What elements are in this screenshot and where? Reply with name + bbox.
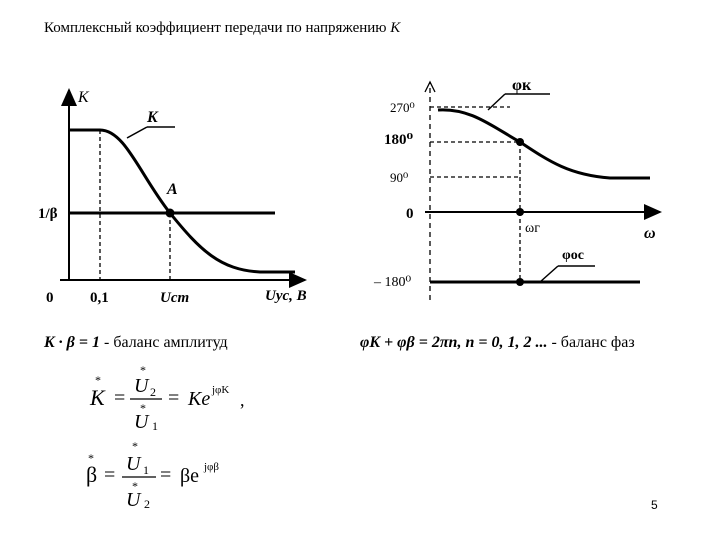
phase-curve xyxy=(438,110,650,178)
b-num: U xyxy=(126,453,141,475)
feedback-level-label: 1/β xyxy=(38,206,58,222)
x-point-label: Uст xyxy=(160,290,190,306)
k-den: U xyxy=(134,411,149,432)
tick-0: 0 xyxy=(406,206,414,222)
k-comma: , xyxy=(240,390,245,410)
omega-label: ω xyxy=(644,225,656,242)
page-number: 5 xyxy=(651,498,658,512)
amplitude-balance xyxy=(44,334,228,352)
b-rhs: βe xyxy=(180,465,200,487)
b-rhs-exp: jφβ xyxy=(204,461,220,473)
point-a-label: A xyxy=(167,181,178,198)
x-axis-label: Uус, B xyxy=(265,288,307,304)
x-tick-label: 0,1 xyxy=(90,290,109,306)
phase-plot xyxy=(370,70,690,320)
k-num: U xyxy=(134,375,149,397)
amp-balance-text: - баланс амплитуд xyxy=(103,334,228,351)
k-num-sub: 2 xyxy=(150,385,156,399)
k-lhs: K xyxy=(90,385,105,410)
star: * xyxy=(95,373,101,387)
phase-os-label: φос xyxy=(562,248,584,263)
origin-label: 0 xyxy=(46,290,54,306)
amp-balance-formula: K · β = 1 xyxy=(44,334,100,351)
beta-formula xyxy=(80,440,280,515)
tick-90: 90⁰ xyxy=(390,170,409,185)
star: * xyxy=(132,440,138,453)
omega-g-label: ωг xyxy=(525,221,540,236)
curve-pointer xyxy=(127,127,147,138)
star: * xyxy=(132,479,138,493)
tick-m180: – 180⁰ xyxy=(374,275,412,290)
phase-balance xyxy=(360,334,635,352)
b-den-sub: 2 xyxy=(144,497,150,511)
b-den: U xyxy=(126,489,141,511)
tick-180: 180⁰ xyxy=(384,132,414,148)
star: * xyxy=(140,363,146,377)
phase-curve-label: φк xyxy=(512,77,532,94)
star: * xyxy=(140,401,146,415)
gain-curve xyxy=(69,130,295,272)
phase-os-point xyxy=(516,278,524,286)
b-lhs: β xyxy=(86,462,98,487)
k-den-sub: 1 xyxy=(152,419,158,432)
amplitude-plot xyxy=(30,80,320,320)
slide-title xyxy=(44,20,400,37)
omega-g-point xyxy=(516,208,524,216)
phase-balance-text: - баланс фаз xyxy=(551,334,635,351)
star: * xyxy=(88,451,94,465)
k-rhs: Ke xyxy=(188,388,211,410)
k-formula xyxy=(80,362,280,432)
k-rhs-exp: jφK xyxy=(212,384,230,396)
phase-balance-formula: φK + φβ = 2πn, n = 0, 1, 2 ... xyxy=(360,334,548,351)
equals: = xyxy=(168,387,180,409)
phase-os-pointer xyxy=(540,266,558,282)
equals: = xyxy=(104,464,116,486)
tick-270: 270⁰ xyxy=(390,100,415,115)
equals: = xyxy=(114,387,126,409)
b-num-sub: 1 xyxy=(143,463,149,477)
curve-label: K xyxy=(147,109,158,126)
title-text: Комплексный коэффициент передачи по напряжению xyxy=(44,20,387,36)
equals: = xyxy=(160,464,172,486)
y-axis-label: K xyxy=(78,89,89,106)
title-symbol: K xyxy=(390,20,401,36)
